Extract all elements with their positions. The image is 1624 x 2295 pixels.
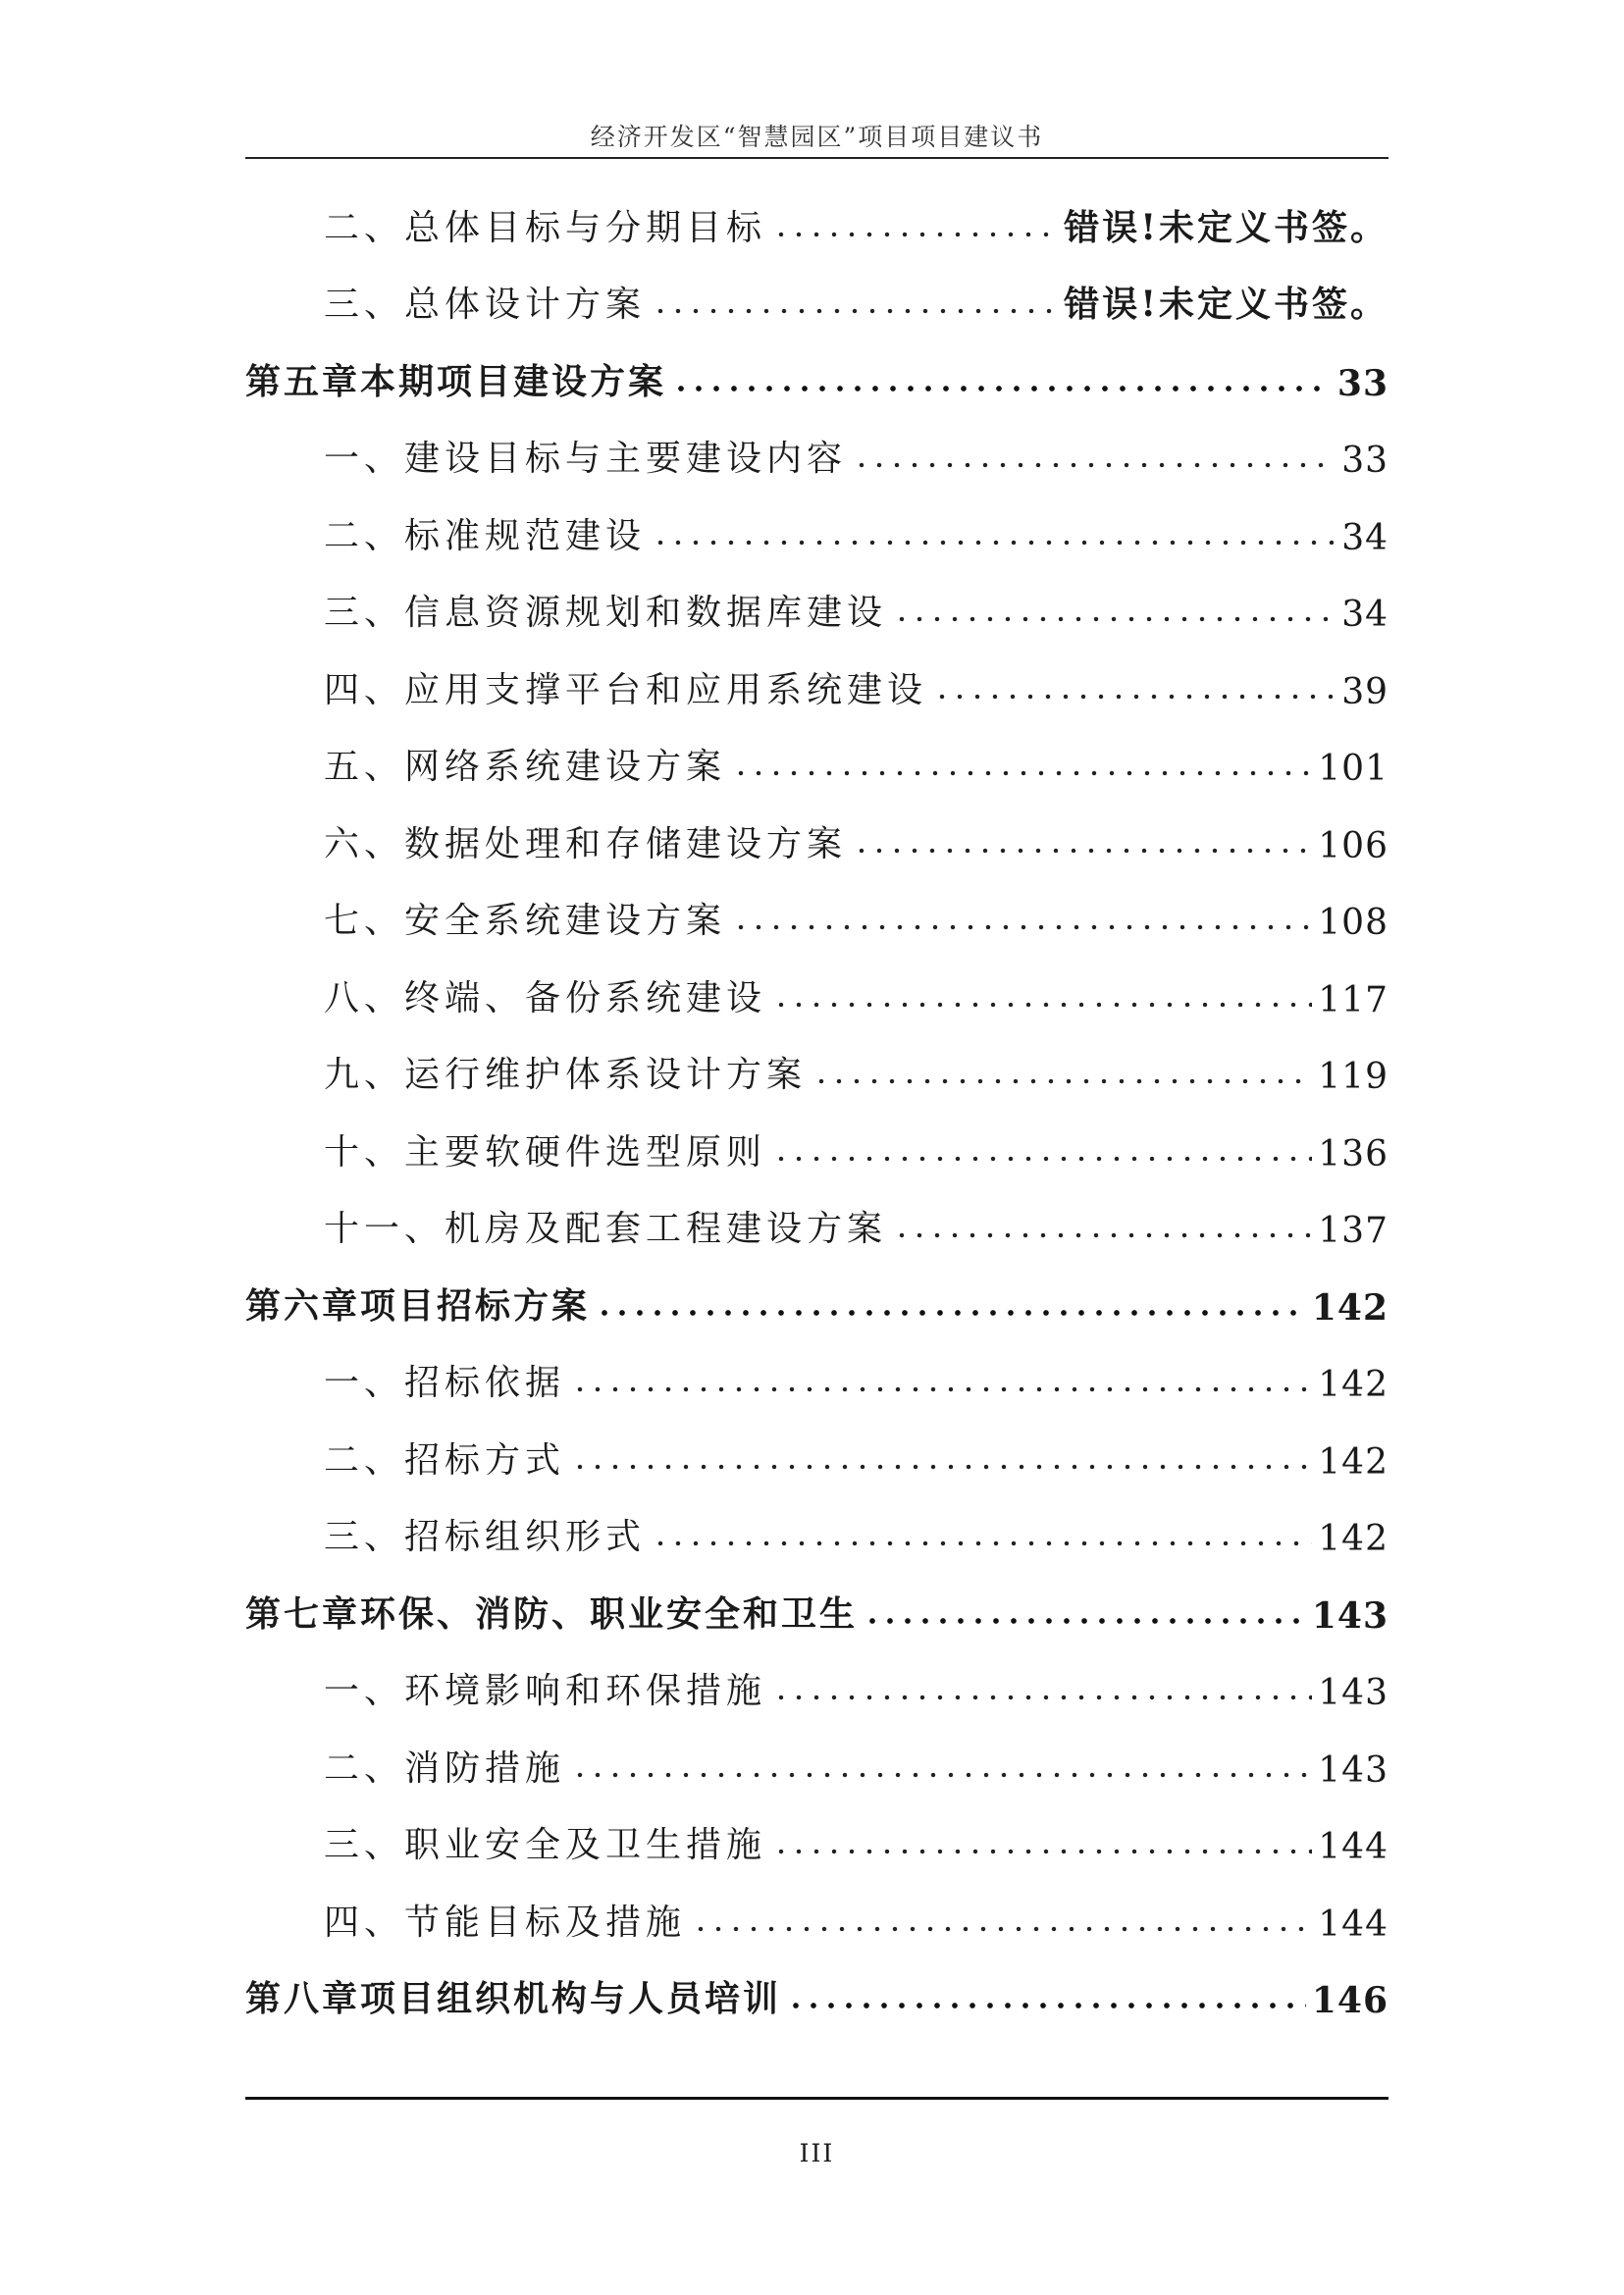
toc-chapter-entry[interactable]	[245, 1958, 1388, 2036]
toc-entry-label: 四、节能目标及措施	[324, 1902, 687, 1943]
running-header: 经济开发区“智慧园区”项目项目建议书	[590, 123, 1044, 151]
toc-dot-leader	[933, 687, 1336, 706]
toc-entry-page: 33	[1336, 362, 1388, 404]
header-rule	[245, 157, 1388, 159]
toc-dot-leader	[893, 1226, 1312, 1245]
toc-entry-label: 三、招标组织形式	[324, 1517, 647, 1557]
toc-section-entry[interactable]	[245, 1496, 1388, 1574]
toc-dot-leader	[652, 533, 1336, 552]
toc-entry-label: 三、职业安全及卫生措施	[324, 1825, 767, 1865]
toc-entry-page: 119	[1318, 1057, 1388, 1097]
toc-dot-leader	[787, 1996, 1306, 2015]
toc-entry-label: 一、建设目标与主要建设内容	[324, 439, 848, 479]
toc-section-entry[interactable]	[245, 572, 1388, 650]
toc-dot-leader	[571, 1457, 1312, 1477]
toc-entry-page: 错误!未定义书签。	[1064, 284, 1388, 325]
toc-dot-leader	[864, 1611, 1306, 1631]
toc-dot-leader	[772, 1842, 1312, 1861]
toc-dot-leader	[571, 1380, 1312, 1399]
toc-entry-page: 33	[1341, 441, 1388, 481]
toc-dot-leader	[652, 1534, 1312, 1553]
toc-entry-label: 第六章项目招标方案	[245, 1284, 591, 1327]
toc-section-entry[interactable]	[245, 1650, 1388, 1728]
toc-section-entry[interactable]	[245, 418, 1388, 496]
toc-entry-page: 错误!未定义书签。	[1064, 206, 1388, 248]
toc-section-entry[interactable]	[245, 803, 1388, 880]
toc-dot-leader	[571, 1765, 1312, 1785]
toc-chapter-entry[interactable]	[245, 1573, 1388, 1650]
toc-entry-page: 137	[1318, 1211, 1388, 1251]
toc-entry-page: 142	[1311, 1286, 1388, 1329]
toc-entry-label: 第七章环保、消防、职业安全和卫生	[245, 1592, 859, 1635]
toc-entry-label: 第五章本期项目建设方案	[245, 360, 667, 402]
toc-entry-page: 143	[1318, 1673, 1388, 1713]
toc-entry-label: 五、网络系统建设方案	[324, 747, 727, 787]
toc-section-entry[interactable]	[245, 957, 1388, 1034]
table-of-contents	[245, 186, 1388, 2035]
toc-entry-label: 十一、机房及配套工程建设方案	[324, 1209, 888, 1249]
toc-entry-page: 34	[1341, 595, 1388, 635]
toc-entry-label: 第八章项目组织机构与人员培训	[245, 1978, 782, 2019]
toc-entry-label: 三、信息资源规划和数据库建设	[324, 593, 888, 633]
toc-dot-leader	[772, 995, 1312, 1015]
toc-entry-page: 117	[1318, 979, 1388, 1020]
toc-dot-leader	[853, 455, 1336, 475]
toc-entry-label: 三、总体设计方案	[324, 285, 647, 325]
toc-entry-page: 143	[1318, 1749, 1388, 1791]
toc-dot-leader	[893, 609, 1336, 629]
toc-dot-leader	[652, 301, 1058, 321]
toc-entry-page: 101	[1318, 749, 1388, 789]
toc-entry-page: 142	[1318, 1365, 1388, 1405]
toc-dot-leader	[772, 225, 1058, 244]
toc-dot-leader	[772, 1149, 1312, 1169]
toc-entry-label: 一、环境影响和环保措施	[324, 1671, 767, 1711]
toc-entry-label: 四、应用支撑平台和应用系统建设	[324, 669, 928, 710]
toc-entry-label: 二、消防措施	[324, 1747, 566, 1789]
toc-entry-label: 二、总体目标与分期目标	[324, 207, 767, 248]
toc-section-entry[interactable]	[245, 1111, 1388, 1188]
toc-entry-page: 142	[1318, 1519, 1388, 1559]
toc-entry-page: 142	[1318, 1441, 1388, 1483]
toc-dot-leader	[812, 1071, 1312, 1091]
toc-entry-page: 144	[1318, 1904, 1388, 1945]
toc-entry-label: 十、主要软硬件选型原则	[324, 1131, 767, 1173]
toc-section-entry[interactable]	[245, 1727, 1388, 1804]
toc-entry-page: 144	[1318, 1827, 1388, 1867]
toc-section-entry[interactable]	[245, 649, 1388, 726]
toc-section-entry[interactable]	[245, 1419, 1388, 1496]
toc-dot-leader	[853, 841, 1312, 861]
toc-entry-label: 七、安全系统建设方案	[324, 901, 727, 941]
toc-entry-page: 136	[1318, 1133, 1388, 1174]
toc-entry-page: 143	[1311, 1594, 1388, 1637]
toc-entry-page: 108	[1318, 903, 1388, 943]
page-number: III	[799, 2139, 835, 2167]
toc-section-entry[interactable]	[245, 264, 1388, 341]
toc-dot-leader	[772, 1688, 1312, 1707]
toc-section-entry[interactable]	[245, 880, 1388, 958]
toc-chapter-entry[interactable]	[245, 1265, 1388, 1342]
toc-section-entry[interactable]	[245, 186, 1388, 264]
toc-entry-page: 34	[1341, 517, 1388, 558]
toc-entry-page: 106	[1318, 825, 1388, 866]
toc-dot-leader	[672, 379, 1332, 398]
footer-rule	[245, 2097, 1388, 2100]
toc-section-entry[interactable]	[245, 1804, 1388, 1882]
toc-entry-label: 二、标准规范建设	[324, 515, 647, 556]
toc-chapter-entry[interactable]	[245, 340, 1388, 418]
toc-entry-page: 146	[1311, 1980, 1388, 2021]
toc-entry-page: 39	[1341, 671, 1388, 712]
toc-dot-leader	[732, 763, 1312, 783]
toc-section-entry[interactable]	[245, 1881, 1388, 1958]
toc-entry-label: 一、招标依据	[324, 1363, 566, 1403]
toc-section-entry[interactable]	[245, 495, 1388, 572]
toc-section-entry[interactable]	[245, 1342, 1388, 1420]
toc-dot-leader	[692, 1919, 1312, 1939]
toc-entry-label: 二、招标方式	[324, 1439, 566, 1481]
toc-entry-label: 六、数据处理和存储建设方案	[324, 823, 848, 864]
toc-entry-label: 八、终端、备份系统建设	[324, 977, 767, 1018]
toc-entry-label: 九、运行维护体系设计方案	[324, 1055, 808, 1095]
toc-section-entry[interactable]	[245, 1034, 1388, 1112]
toc-section-entry[interactable]	[245, 1188, 1388, 1266]
toc-section-entry[interactable]	[245, 726, 1388, 804]
toc-dot-leader	[732, 917, 1312, 937]
toc-dot-leader	[596, 1303, 1306, 1323]
